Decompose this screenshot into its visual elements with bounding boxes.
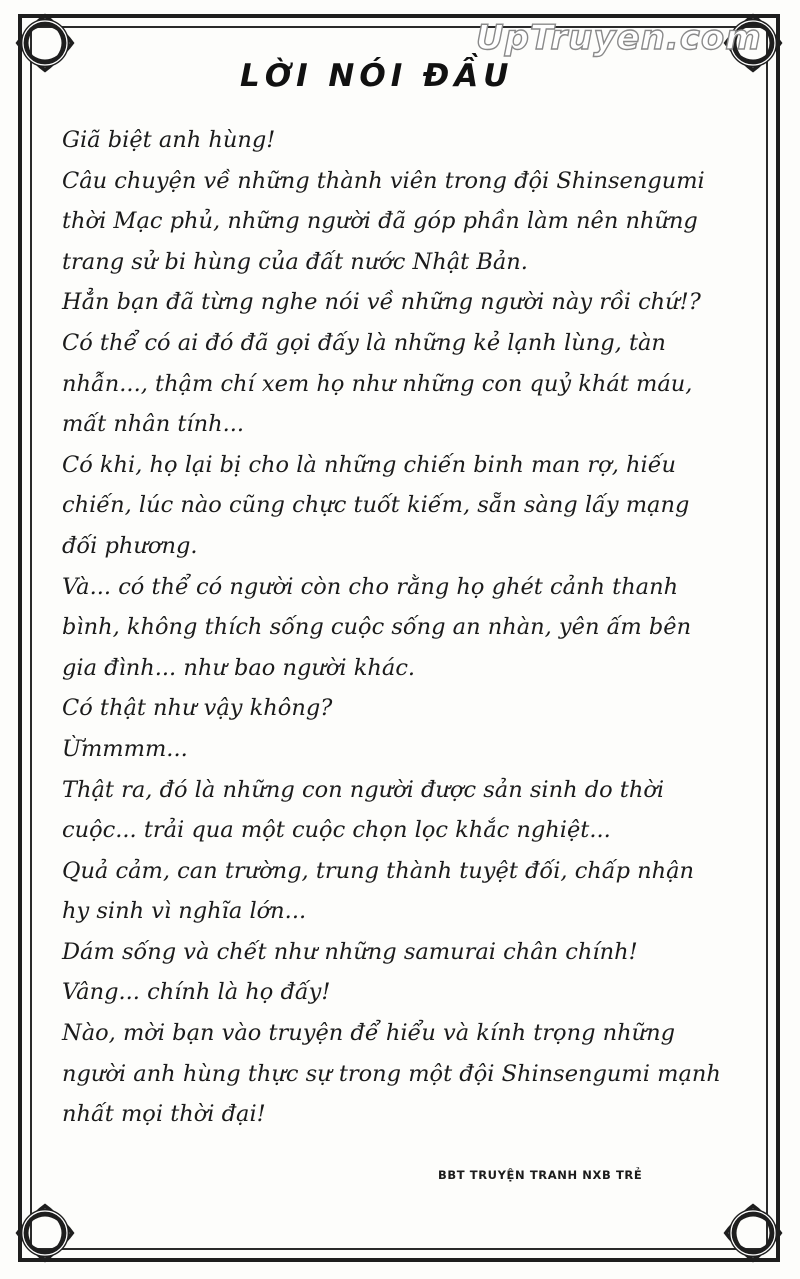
- text-line: Quả cảm, can trường, trung thành tuyệt đối, chấp nhận: [62, 857, 695, 884]
- text-line: gia đình... như bao người khác.: [62, 654, 416, 681]
- text-line: thời Mạc phủ, những người đã góp phần làm nên những: [62, 208, 698, 235]
- text-line: đối phương.: [62, 532, 198, 559]
- text-line: người anh hùng thực sự trong một đội Shinsengumi mạnh: [62, 1060, 721, 1087]
- text-line: nhất mọi thời đại!: [62, 1101, 266, 1128]
- text-line: Câu chuyện về những thành viên trong đội Shinsengumi: [62, 167, 705, 194]
- text-line: Vâng... chính là họ đấy!: [62, 979, 331, 1006]
- text-line: Và... có thể có người còn cho rằng họ ghét cảnh thanh: [62, 573, 679, 600]
- text-line: cuộc... trải qua một cuộc chọn lọc khắc nghiệt...: [62, 817, 611, 844]
- editorial-signature: BBT TRUYỆN TRANH NXB TRẺ: [438, 1168, 643, 1182]
- text-line: chiến, lúc nào cũng chực tuốt kiếm, sẵn sàng lấy mạng: [62, 492, 690, 519]
- text-line: Giã biệt anh hùng!: [62, 127, 276, 153]
- text-line: Dám sống và chết như những samurai chân chính!: [62, 938, 638, 965]
- text-line: hy sinh vì nghĩa lớn...: [62, 898, 307, 925]
- celtic-knot-corner-icon: [8, 6, 82, 80]
- celtic-knot-corner-icon: [8, 1196, 82, 1270]
- preface-text: [62, 120, 752, 1135]
- text-line: trang sử bi hùng của đất nước Nhật Bản.: [62, 248, 528, 275]
- text-line: Hẳn bạn đã từng nghe nói về những người này rồi chứ!?: [62, 289, 701, 316]
- text-line: bình, không thích sống cuộc sống an nhàn, yên ấm bên: [62, 614, 692, 641]
- text-line: nhẫn..., thậm chí xem họ như những con quỷ khát máu,: [62, 370, 693, 397]
- text-line: Có thật như vậy không?: [62, 695, 333, 722]
- text-line: Có thể có ai đó đã gọi đấy là những kẻ lạnh lùng, tàn: [62, 329, 666, 356]
- text-line: Có khi, họ lại bị cho là những chiến binh man rợ, hiếu: [62, 451, 677, 478]
- text-line: Nào, mời bạn vào truyện để hiểu và kính trọng những: [62, 1020, 675, 1047]
- text-line: Ừmmmm...: [62, 735, 188, 762]
- celtic-knot-corner-icon: [716, 1196, 790, 1270]
- text-line: mất nhân tính...: [62, 411, 245, 438]
- text-line: Thật ra, đó là những con người được sản sinh do thời: [62, 776, 665, 803]
- page-title: LỜI NÓI ĐẦU: [240, 58, 514, 94]
- site-watermark: UpTruyen.com: [476, 18, 762, 58]
